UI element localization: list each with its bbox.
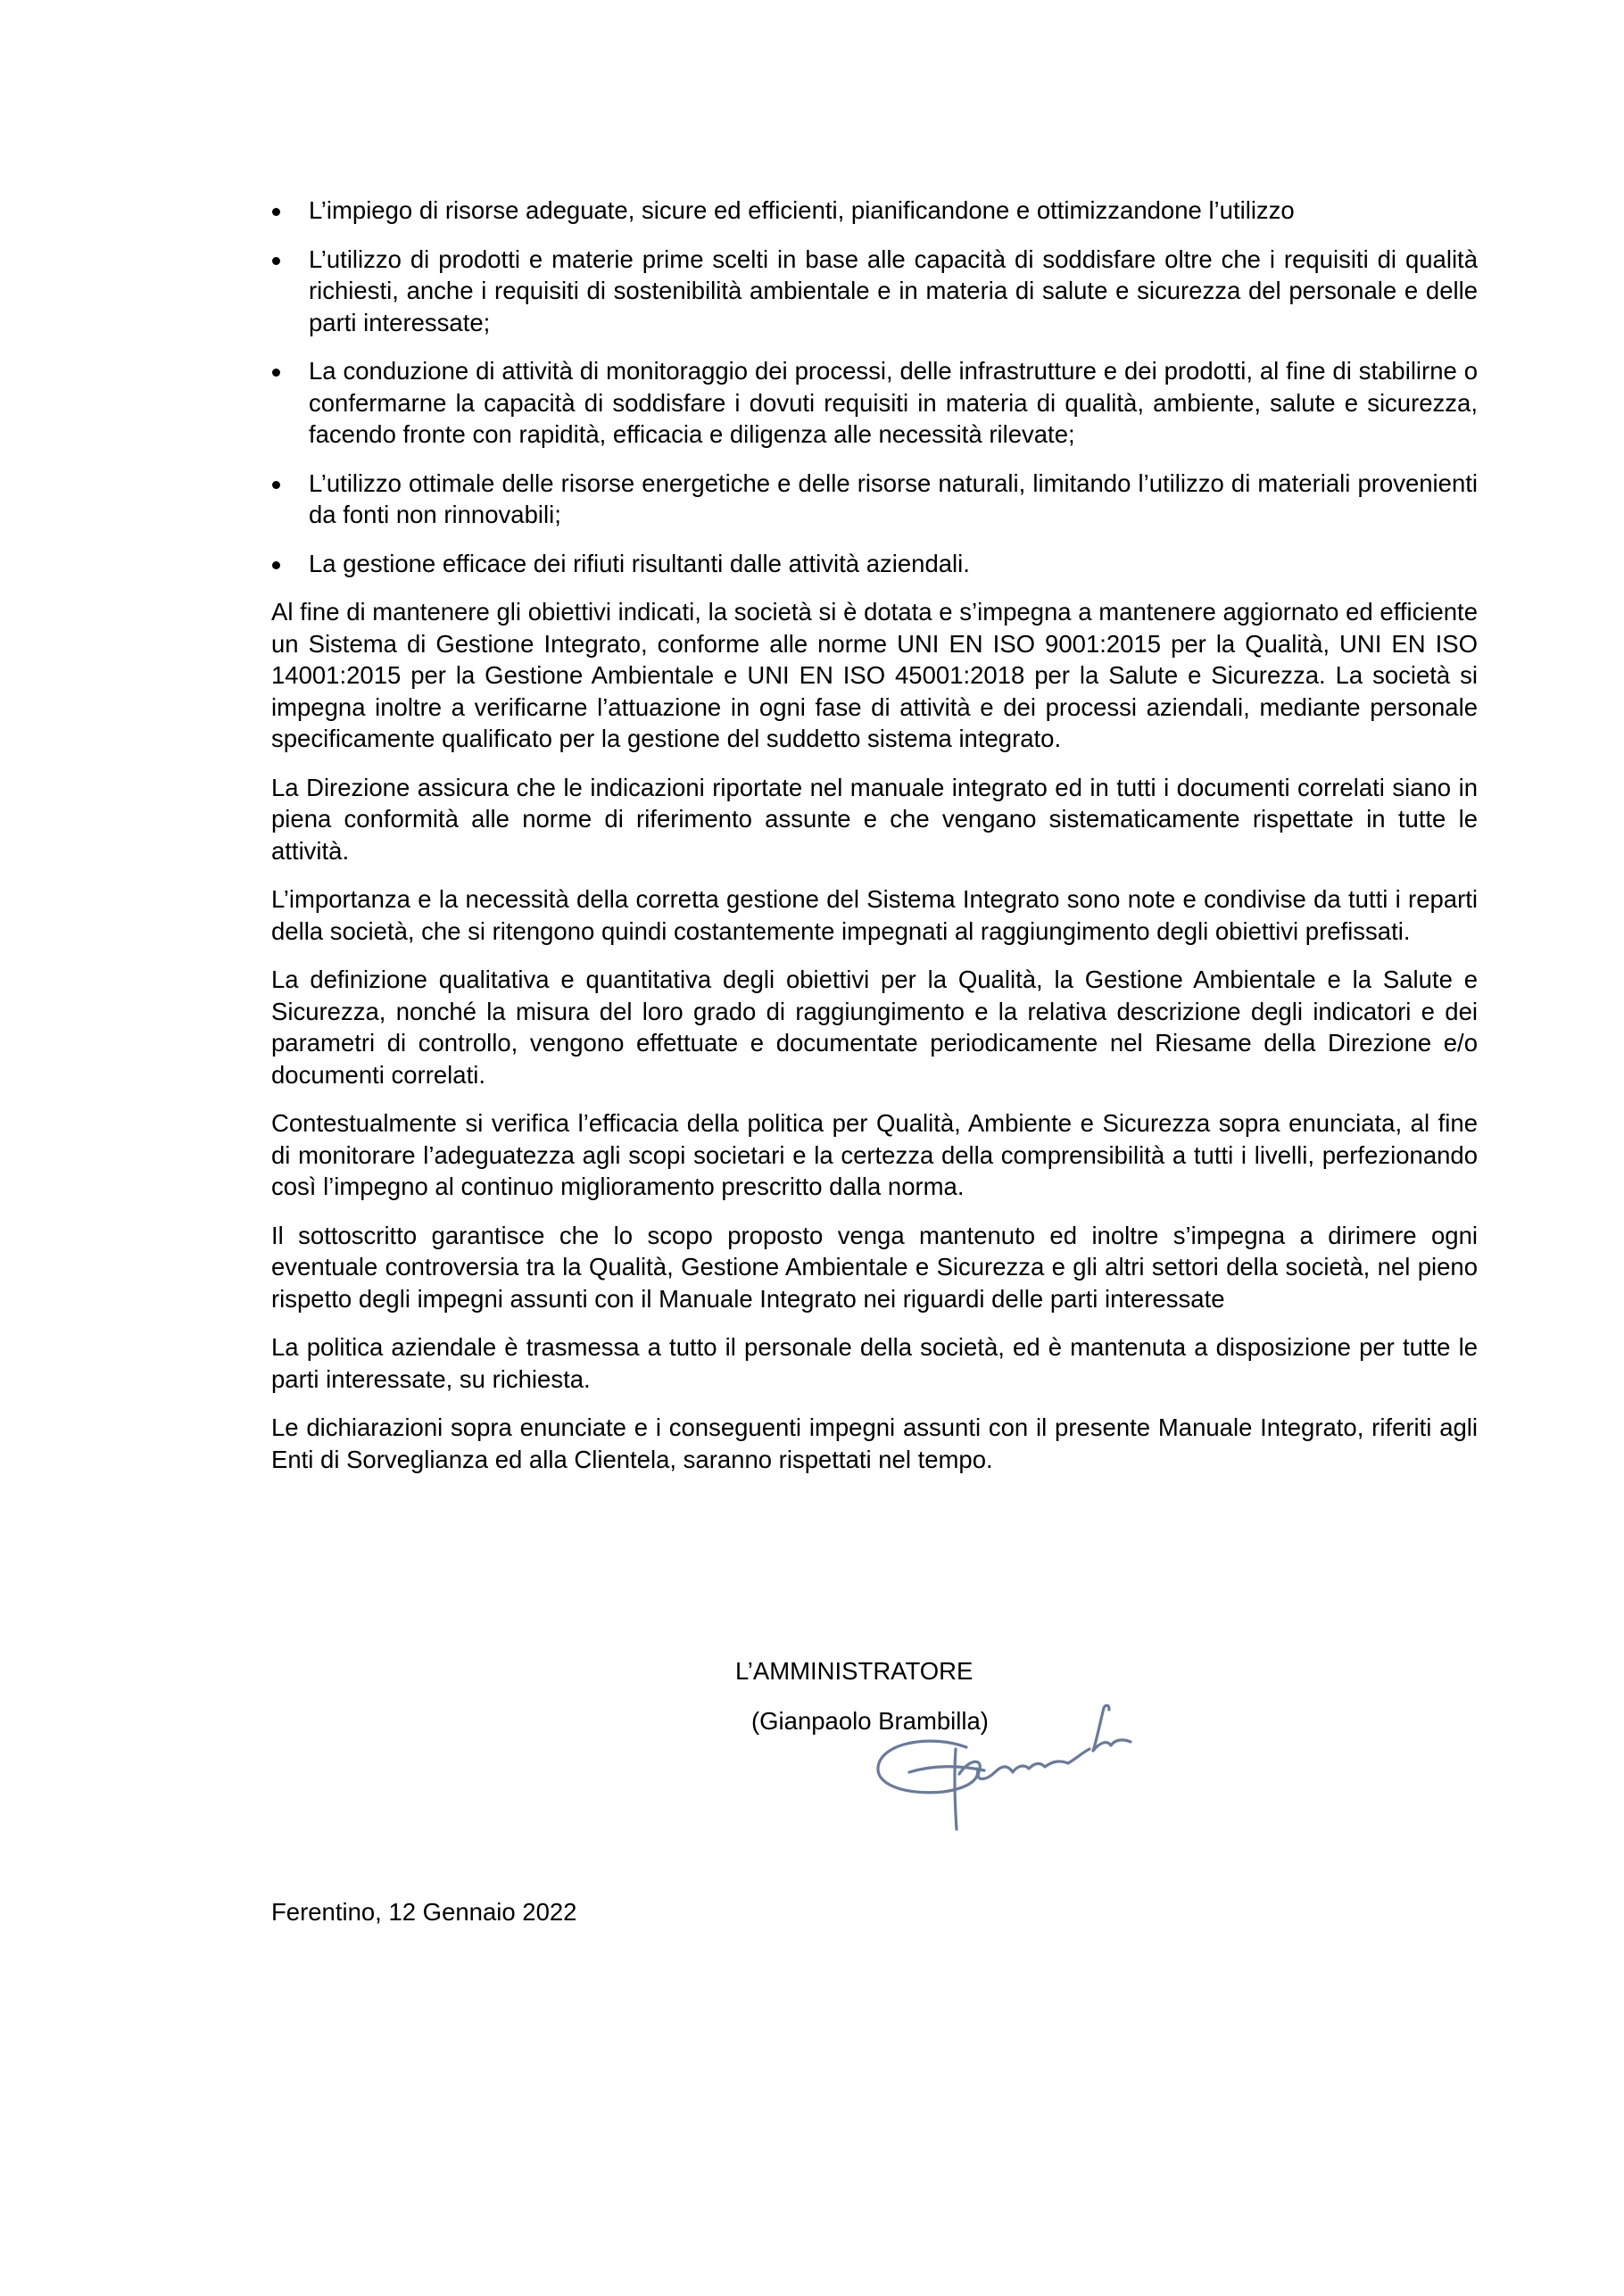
paragraph-importance: L’importanza e la necessità della corretta gestione del Sistema Integrato sono note e condivise da tutti i reparti della società, che si ritengono quindi costantemente impegnati al raggiungimento degli obiettivi prefissati. [271,885,1478,945]
bullet-icon [272,257,280,265]
bullet-icon [272,208,280,216]
paragraph-objectives-definition: La definizione qualitativa e quantitativa degli obiettivi per la Qualità, la Gestione Ambientale e la Salute e Sicurezza, nonché la misura del loro grado di raggiungimento e la relativa descrizione degli indicatori e dei parametri di controllo, vengono effettuate e documentate periodicamente nel Riesame della Direzione e/o documenti correlati. [271,966,1478,1089]
list-item-text: L’utilizzo di prodotti e materie prime scelti in base alle capacità di soddisfare oltre che i requisiti di qualità richiesti, anche i requisiti di sostenibilità ambientale e in materia di salute e sicurezza del personale e delle parti interessate; [309,245,1478,336]
list-item [271,195,1478,227]
paragraph-policy-effectiveness: Contestualmente si verifica l’efficacia della politica per Qualità, Ambiente e Sicurezza sopra enunciata, al fine di monitorare l’adeguatezza agli scopi societari e la certezza della comprensibilità a tutti i livelli, perfezionando così l’impegno al continuo miglioramento prescritto dalla norma. [271,1109,1478,1200]
place-and-date: Ferentino, 12 Gennaio 2022 [271,1898,577,1926]
bullet-icon [272,369,280,377]
signature-body [959,1749,1090,1779]
paragraph-management-assurance: La Direzione assicura che le indicazioni riportate nel manuale integrato ed in tutti i documenti correlati siano in piena conformità alle norme di riferimento assunte e che vengano sistematicamente rispettate in tutte le attività. [271,773,1478,865]
document-body [271,195,1478,1492]
list-item [271,548,1478,580]
list-item [271,468,1478,531]
signatory-title: L’AMMINISTRATORE [735,1657,974,1685]
handwritten-signature [870,1695,1173,1865]
list-item-text: La conduzione di attività di monitoraggio dei processi, delle infrastrutture e dei prodotti, al fine di stabilirne o confermarne la capacità di soddisfare i dovuti requisiti in materia di qualità, ambiente, salute e sicurezza, facendo fronte con rapidità, efficacia e diligenza alle necessità rilevate; [309,357,1478,448]
bullet-icon [272,561,280,569]
paragraph-policy-distribution: La politica aziendale è trasmessa a tutto il personale della società, ed è mantenuta a disposizione per tutte le parti interessate, su richiesta. [271,1333,1478,1393]
paragraph-declarations: Le dichiarazioni sopra enunciate e i conseguenti impegni assunti con il presente Manuale Integrato, riferiti agli Enti di Sorveglianza ed alla Clientela, saranno rispettati nel tempo. [271,1413,1478,1473]
signature-ascender [1093,1708,1131,1751]
list-item [271,355,1478,451]
list-item [271,244,1478,339]
list-item-text: La gestione efficace dei rifiuti risultanti dalle attività aziendali. [309,549,970,577]
objectives-list [271,195,1478,579]
paragraph-undersigned-guarantee: Il sottoscritto garantisce che lo scopo proposto venga mantenuto ed inoltre s’impegna a dirimere ogni eventuale controversia tra la Qualità, Gestione Ambientale e Sicurezza e gli altri settori della società, nel pieno rispetto degli impegni assunti con il Manuale Integrato nei riguardi delle parti interessate [271,1221,1478,1313]
paragraph-integrated-system: Al fine di mantenere gli obiettivi indicati, la società si è dotata e s’impegna a mantenere aggiornato ed efficiente un Sistema di Gestione Integrato, conforme alle norme UNI EN ISO 9001:2015 per la Qualità, UNI EN ISO 14001:2015 per la Gestione Ambientale e UNI EN ISO 45001:2018 per la Salute e Sicurezza. La società si impegna inoltre a verificarne l’attuazione in ogni fase di attività e dei processi aziendali, mediante personale specificamente qualificato per la gestione del suddetto sistema integrato. [271,598,1478,752]
list-item-text: L’utilizzo ottimale delle risorse energetiche e delle risorse naturali, limitando l’utilizzo di materiali provenienti da fonti non rinnovabili; [309,468,1478,528]
signatory-name: (Gianpaolo Brambilla) [751,1707,989,1735]
signature-tick [1104,1705,1109,1710]
bullet-icon [272,481,280,489]
signature-strokes [878,1705,1131,1829]
list-item-text: L’impiego di risorse adeguate, sicure ed efficienti, pianificandone e ottimizzandone l’utilizzo [309,196,1295,224]
signature-crossbar [909,1767,984,1772]
